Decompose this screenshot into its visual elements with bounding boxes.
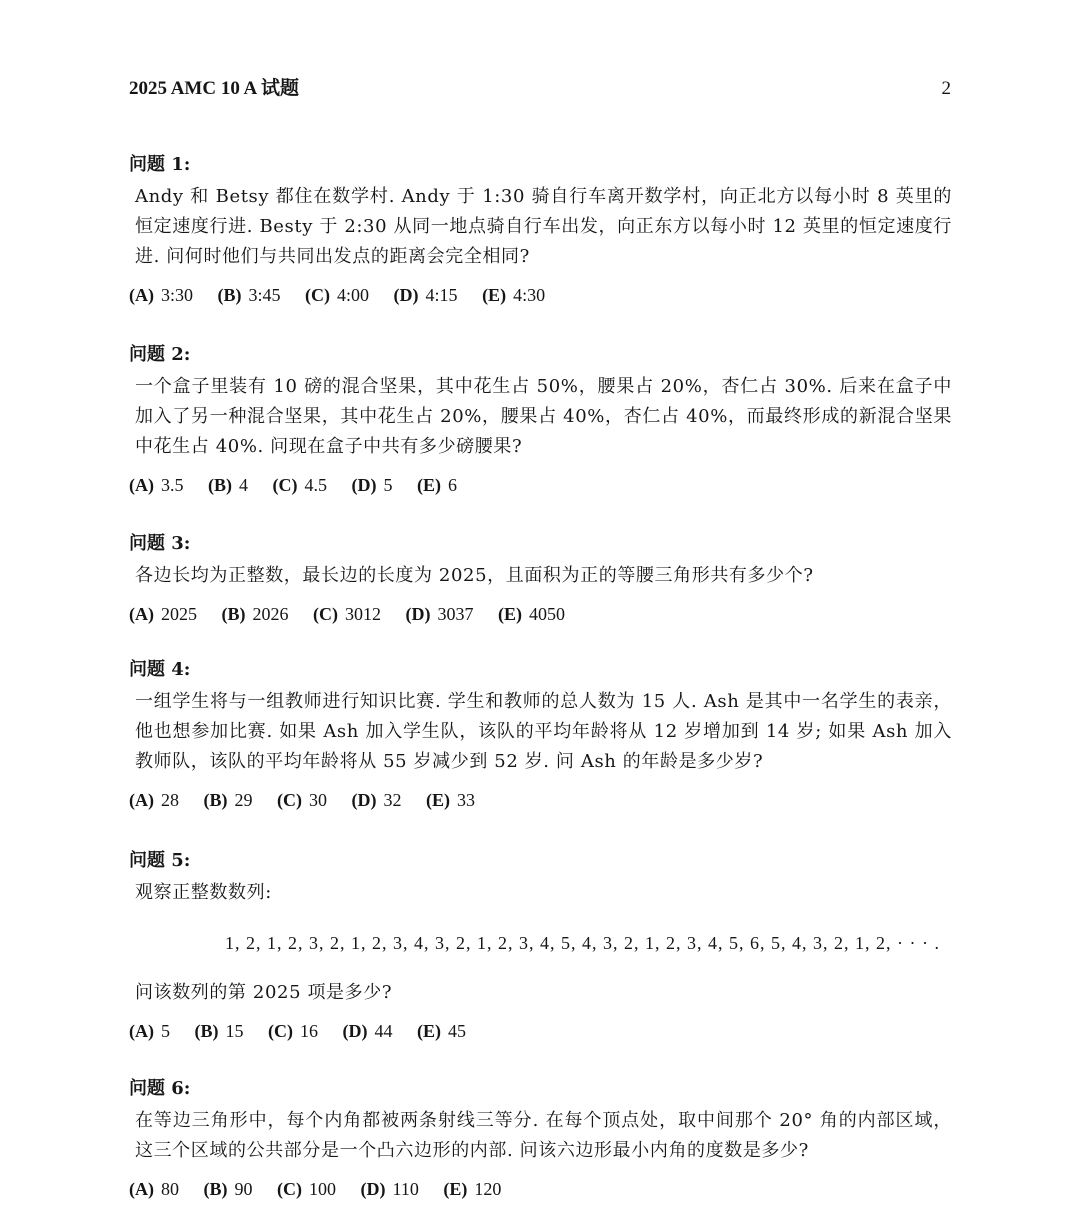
choice-d: (D) 3037 <box>405 604 474 624</box>
page-header <box>129 74 951 104</box>
document-title: 2025 AMC 10 A 试题 <box>129 78 299 99</box>
page-number: 2 <box>941 78 951 99</box>
problem-text: Andy 和 Betsy 都住在数学村. Andy 于 1:30 骑自行车离开数学村，向正北方以每小时 8 英里的恒定速度行进. Besty 于 2:30 从同一地点骑自行车出发，向正东方以每小时 12 英里的恒定速度行进. 问何时他们与共同出发点的距离会完全相同? <box>135 186 952 267</box>
problem-6 <box>129 1075 952 1204</box>
problem-text: 一个盒子里装有 10 磅的混合坚果，其中花生占 50%，腰果占 20%，杏仁占 30%. 后来在盒子中加入了另一种混合坚果，其中花生占 20%，腰果占 40%，杏仁占 40%，而最终形成的新混合坚果中花生占 40%. 问现在盒子中共有多少磅腰果? <box>135 376 952 457</box>
choice-b: (B) 15 <box>194 1021 244 1041</box>
problem-label: 问题 1: <box>129 154 191 175</box>
choice-b: (B) 3:45 <box>217 285 281 305</box>
choice-c: (C) 4:00 <box>305 285 370 305</box>
answer-choices <box>129 280 952 310</box>
choice-b: (B) 29 <box>203 790 253 810</box>
choice-d: (D) 32 <box>351 790 402 810</box>
choice-a: (A) 3.5 <box>129 475 184 495</box>
number-sequence: 1, 2, 1, 2, 3, 2, 1, 2, 3, 4, 3, 2, 1, 2, 3, 4, 5, 4, 3, 2, 1, 2, 3, 4, 5, 6, 5, 4, 3, 2, 1, 2, · · · . <box>225 933 940 953</box>
problem-5 <box>129 847 952 1046</box>
answer-choices <box>129 599 952 629</box>
answer-choices <box>129 1174 952 1204</box>
choice-b: (B) 2026 <box>221 604 289 624</box>
answer-choices <box>129 1016 952 1046</box>
choice-a: (A) 3:30 <box>129 285 194 305</box>
problem-label: 问题 2: <box>129 344 191 365</box>
choice-a: (A) 80 <box>129 1179 179 1199</box>
choice-e: (E) 45 <box>417 1021 466 1041</box>
problem-text: 在等边三角形中，每个内角都被两条射线三等分. 在每个顶点处，取中间那个 20° 角的内部区域，这三个区域的公共部分是一个凸六边形的内部. 问该六边形最小内角的度数是多少? <box>135 1110 952 1161</box>
choice-b: (B) 90 <box>203 1179 253 1199</box>
problem-label: 问题 6: <box>129 1078 191 1099</box>
problem-question: 问该数列的第 2025 项是多少? <box>135 982 393 1003</box>
choice-a: (A) 2025 <box>129 604 197 624</box>
choice-c: (C) 3012 <box>313 604 381 624</box>
choice-e: (E) 6 <box>417 475 457 495</box>
problem-2 <box>129 341 952 500</box>
choice-e: (E) 120 <box>443 1179 502 1199</box>
problem-text: 各边长均为正整数，最长边的长度为 2025，且面积为正的等腰三角形共有多少个? <box>135 565 814 586</box>
choice-d: (D) 5 <box>351 475 393 495</box>
answer-choices <box>129 470 952 500</box>
problem-3 <box>129 530 952 629</box>
choice-b: (B) 4 <box>208 475 248 495</box>
choice-c: (C) 16 <box>268 1021 318 1041</box>
problem-4 <box>129 656 952 815</box>
answer-choices <box>129 785 952 815</box>
problem-label: 问题 3: <box>129 533 191 554</box>
choice-c: (C) 4.5 <box>272 475 327 495</box>
choice-c: (C) 100 <box>277 1179 336 1199</box>
problem-text: 观察正整数数列: <box>135 882 272 903</box>
problem-label: 问题 5: <box>129 850 191 871</box>
choice-a: (A) 28 <box>129 790 179 810</box>
choice-e: (E) 4:30 <box>482 285 546 305</box>
choice-d: (D) 44 <box>342 1021 393 1041</box>
problem-text: 一组学生将与一组教师进行知识比赛. 学生和教师的总人数为 15 人. Ash 是其中一名学生的表亲，他也想参加比赛. 如果 Ash 加入学生队，该队的平均年龄将从 12 岁增加到 14 岁; 如果 Ash 加入教师队，该队的平均年龄将从 55 岁减少到 52 岁. 问 Ash 的年龄是多少岁? <box>135 691 952 772</box>
choice-d: (D) 4:15 <box>393 285 458 305</box>
choice-e: (E) 33 <box>426 790 475 810</box>
choice-e: (E) 4050 <box>498 604 565 624</box>
choice-c: (C) 30 <box>277 790 327 810</box>
choice-a: (A) 5 <box>129 1021 170 1041</box>
problem-label: 问题 4: <box>129 659 191 680</box>
problem-1 <box>129 151 952 310</box>
choice-d: (D) 110 <box>360 1179 419 1199</box>
